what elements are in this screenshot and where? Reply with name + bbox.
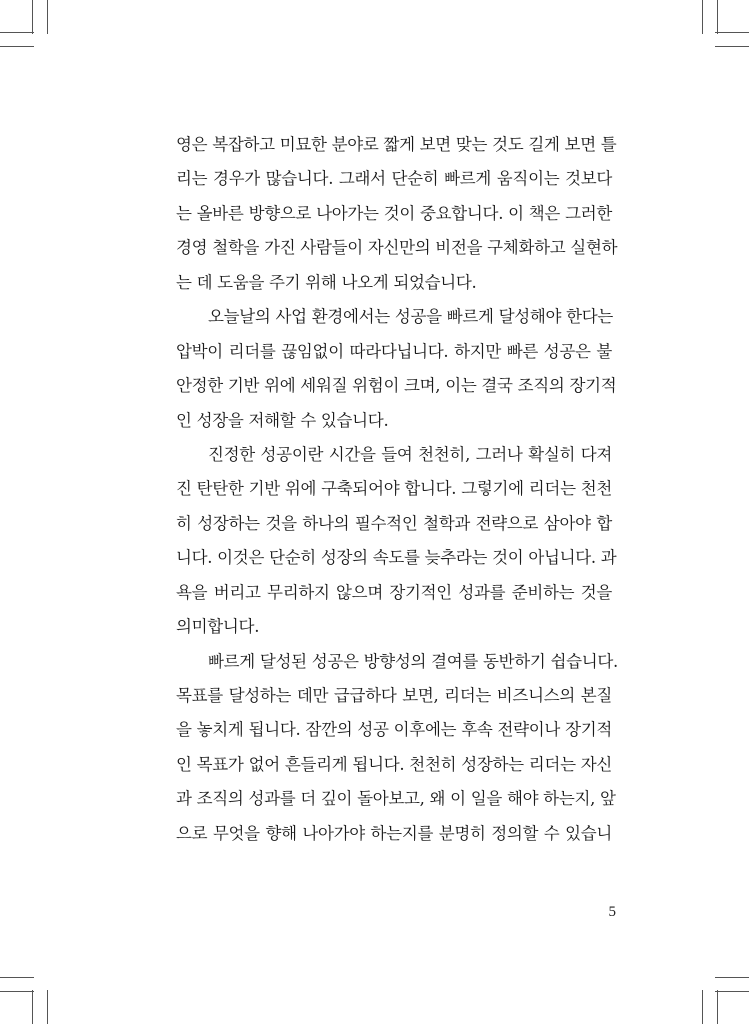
crop-mark <box>0 977 34 978</box>
text-line: 인 목표가 없어 흔들리게 됩니다. 천천히 성장하는 리더는 자신 <box>176 754 612 774</box>
text-line: 는 올바른 방향으로 나아가는 것이 중요합니다. 이 책은 그러한 <box>176 203 612 223</box>
text-line: 의미합니다. <box>176 617 260 637</box>
text-line: 욕을 버리고 무리하지 않으며 장기적인 성과를 준비하는 것을 <box>176 582 612 602</box>
crop-mark <box>702 0 703 34</box>
crop-mark <box>0 991 34 992</box>
body-text <box>176 128 618 851</box>
text-line: 을 놓치게 됩니다. 잠깐의 성공 이후에는 후속 전략이나 장기적 <box>176 720 612 740</box>
text-line: 압박이 리더를 끊임없이 따라다닙니다. 하지만 빠른 성공은 불 <box>176 341 612 361</box>
crop-mark <box>715 991 749 992</box>
crop-mark <box>32 990 33 1024</box>
crop-mark <box>47 0 48 34</box>
text-line: 히 성장하는 것을 하나의 필수적인 철학과 전략으로 삼아야 합 <box>176 513 612 533</box>
crop-mark <box>702 990 703 1024</box>
text-line: 인 성장을 저해할 수 있습니다. <box>176 410 389 430</box>
page-number: 5 <box>608 904 616 920</box>
text-line: 진정한 성공이란 시간을 들여 천천히, 그러나 확실히 다져 <box>208 444 612 464</box>
crop-mark <box>715 46 749 47</box>
text-line: 니다. 이것은 단순히 성장의 속도를 늦추라는 것이 아닙니다. 과 <box>176 548 617 568</box>
text-line: 으로 무엇을 향해 나아가야 하는지를 분명히 정의할 수 있습니 <box>176 823 612 843</box>
crop-mark <box>717 0 718 34</box>
text-line: 오늘날의 사업 환경에서는 성공을 빠르게 달성해야 한다는 <box>208 307 614 327</box>
text-line: 는 데 도움을 주기 위해 나오게 되었습니다. <box>176 272 477 292</box>
crop-mark <box>717 990 718 1024</box>
crop-mark <box>0 32 34 33</box>
crop-mark <box>47 990 48 1024</box>
text-line: 빠르게 달성된 성공은 방향성의 결여를 동반하기 쉽습니다. <box>208 651 618 671</box>
text-line: 경영 철학을 가진 사람들이 자신만의 비전을 구체화하고 실현하 <box>176 238 618 258</box>
crop-mark <box>715 977 749 978</box>
text-line: 리는 경우가 많습니다. 그래서 단순히 빠르게 움직이는 것보다 <box>176 169 612 189</box>
text-line: 안정한 기반 위에 세워질 위험이 크며, 이는 결국 조직의 장기적 <box>176 376 617 396</box>
crop-mark <box>32 0 33 34</box>
text-line: 목표를 달성하는 데만 급급하다 보면, 리더는 비즈니스의 본질 <box>176 686 612 705</box>
crop-mark <box>0 46 34 47</box>
text-line: 과 조직의 성과를 더 깊이 돌아보고, 왜 이 일을 해야 하는지, 앞 <box>176 789 616 809</box>
text-line: 진 탄탄한 기반 위에 구축되어야 합니다. 그렇기에 리더는 천천 <box>176 479 612 499</box>
crop-mark <box>715 32 749 33</box>
text-line: 영은 복잡하고 미묘한 분야로 짧게 보면 맞는 것도 길게 보면 틀 <box>176 135 617 154</box>
